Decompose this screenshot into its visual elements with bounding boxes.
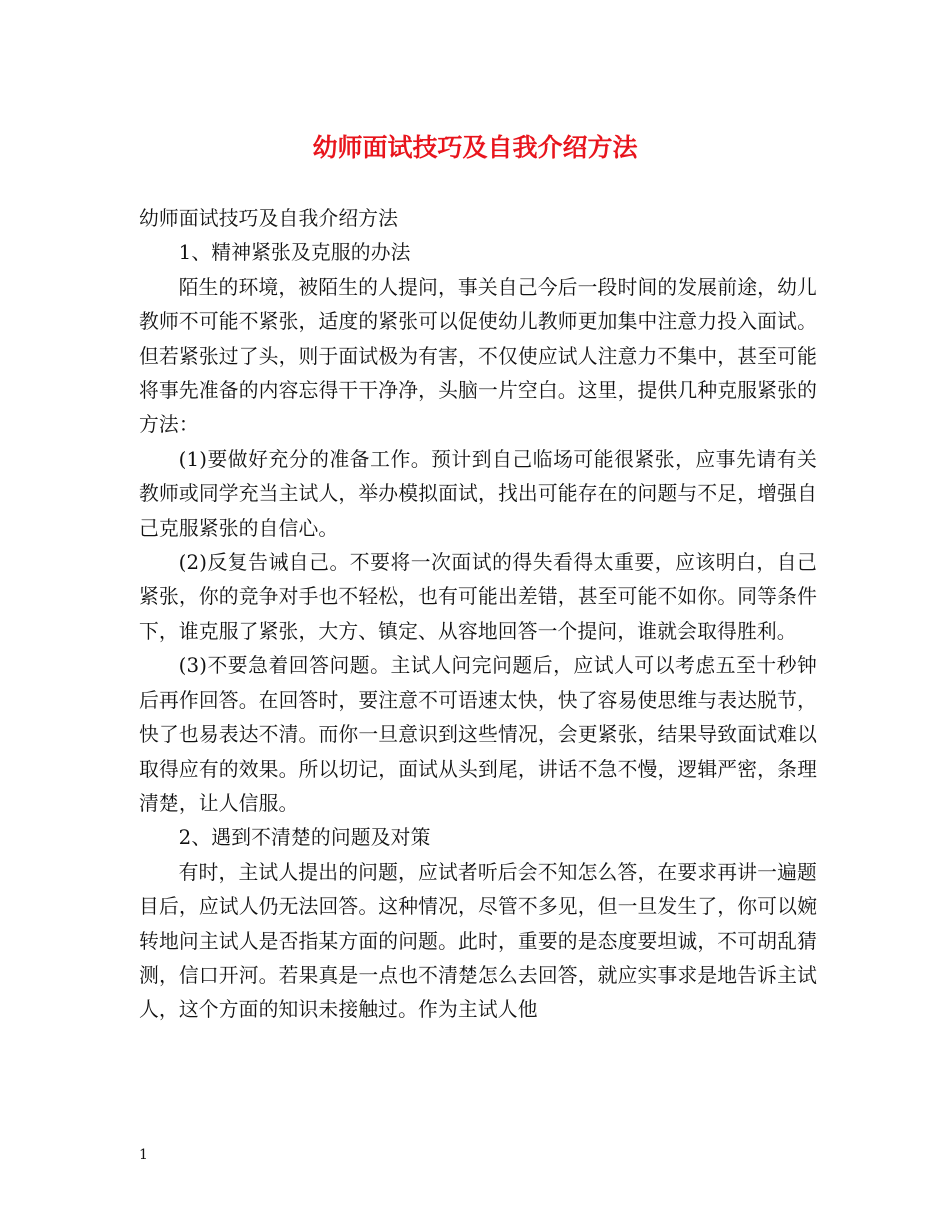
section-heading: 2、遇到不清楚的问题及对策 xyxy=(178,826,431,850)
section-heading: 1、精神紧张及克服的办法 xyxy=(178,241,411,265)
paragraph: (3)不要急着回答问题。主试人问完问题后，应试人可以考虑五至十秒钟后再作回答。在回答时，要注意不可语速太快，快了容易使思维与表达脱节，快了也易表达不清。而你一旦意识到这些情况，会更紧张，结果导致面试难以取得应有的效果。所以切记，面试从头到尾，讲话不急不慢，逻辑严密，条理清楚，让人信服。 xyxy=(139,654,817,815)
document-body xyxy=(139,202,817,1028)
paragraph: 有时，主试人提出的问题，应试者听后会不知怎么答，在要求再讲一遍题目后，应试人仍无法回答。这种情况，尽管不多见，但一旦发生了，你可以婉转地问主试人是否指某方面的问题。此时，重要的是态度要坦诚，不可胡乱猜测，信口开河。若果真是一点也不清楚怎么去回答，就应实事求是地告诉主试人，这个方面的知识未接触过。作为主试人他 xyxy=(139,860,817,1022)
document-title: 幼师面试技巧及自我介绍方法 xyxy=(312,133,638,162)
page-number: 1 xyxy=(139,1147,148,1163)
paragraph: (2)反复告诫自己。不要将一次面试的得失看得太重要，应该明白，自己紧张，你的竞争对手也不轻松，也有可能出差错，甚至可能不如你。同等条件下，谁克服了紧张，大方、镇定、从容地回答一个提问，谁就会取得胜利。 xyxy=(139,551,817,643)
paragraph: (1)要做好充分的准备工作。预计到自己临场可能很紧张，应事先请有关教师或同学充当主试人，举办模拟面试，找出可能存在的问题与不足，增强自己克服紧张的自信心。 xyxy=(139,447,817,540)
paragraph: 幼师面试技巧及自我介绍方法 xyxy=(139,207,399,230)
paragraph: 陌生的环境，被陌生的人提问，事关自己今后一段时间的发展前途，幼儿教师不可能不紧张，适度的紧张可以促使幼儿教师更加集中注意力投入面试。但若紧张过了头，则于面试极为有害，不仅使应试人注意力不集中，甚至可能将事先准备的内容忘得干干净净，头脑一片空白。这里，提供几种克服紧张的方法： xyxy=(139,275,817,437)
